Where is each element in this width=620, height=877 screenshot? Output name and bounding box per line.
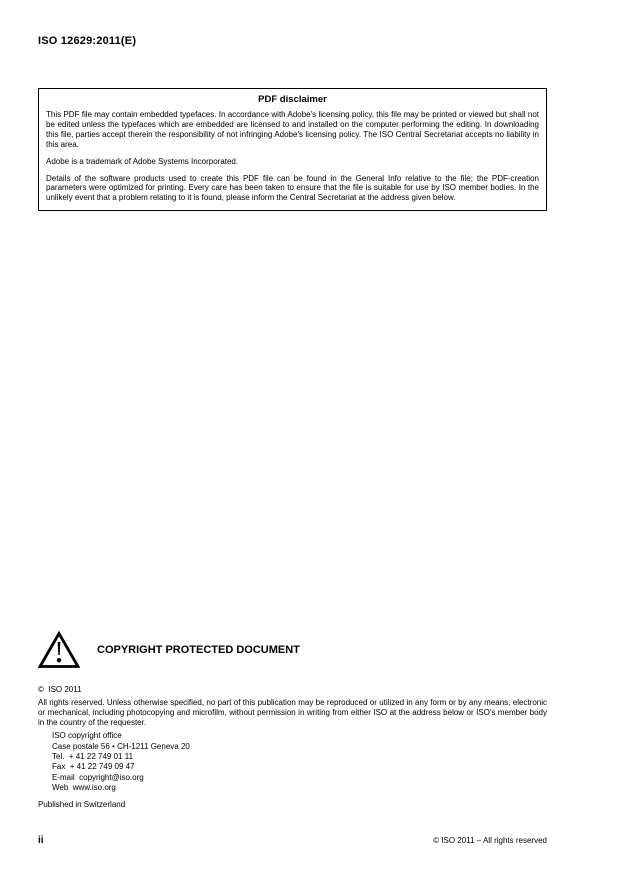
rights-reserved-text: All rights reserved. Unless otherwise specified, no part of this publication may be reproduced or utilized in any form or by any means, electronic or mechanical, including photocopying and microfilm, without permission in writing from either ISO at the address below or ISO's member body in the country of the requester.	[38, 698, 547, 728]
iso-address-block	[52, 731, 547, 793]
page-footer	[38, 835, 547, 846]
address-line-tel: Tel. + 41 22 749 01 11	[52, 752, 134, 762]
pdf-disclaimer-box	[38, 88, 547, 211]
disclaimer-paragraph-1: This PDF file may contain embedded typefaces. In accordance with Adobe's licensing policy, this file may be printed or viewed but shall not be edited unless the typefaces which are embedded are licensed to and installed on the computer performing the editing. In downloading this file, parties accept therein the responsibility of not infringing Adobe's licensing policy. The ISO Central Secretariat accepts no liability in this area.	[46, 110, 539, 149]
address-line-postal: Case postale 56 • CH-1211 Geneva 20	[52, 741, 190, 751]
disclaimer-paragraph-3: Details of the software products used to create this PDF file can be found in the General Info relative to the file; the PDF-creation parameters were optimized for printing. Every care has been taken to ensure that the file is suitable for use by ISO member bodies. In the unlikely event that a problem relating to it is found, please inform the Central Secretariat at the address given below.	[46, 173, 539, 203]
address-line-email: E-mail copyright@iso.org	[52, 772, 144, 782]
published-in-line: Published in Switzerland	[38, 799, 126, 809]
disclaimer-paragraph-2: Adobe is a trademark of Adobe Systems Incorporated.	[46, 156, 239, 166]
address-line-fax: Fax + 41 22 749 09 47	[52, 762, 135, 772]
disclaimer-title: PDF disclaimer	[258, 94, 327, 105]
copyright-protected-heading: COPYRIGHT PROTECTED DOCUMENT	[97, 644, 300, 656]
copyright-section	[38, 630, 547, 809]
address-line-office: ISO copyright office	[52, 731, 122, 741]
footer-copyright-notice: © ISO 2011 – All rights reserved	[433, 836, 547, 845]
document-reference-header: ISO 12629:2011(E)	[38, 35, 137, 47]
address-line-web: Web www.iso.org	[52, 783, 116, 793]
page-number: ii	[38, 835, 44, 846]
warning-triangle-icon	[38, 631, 80, 669]
copyright-heading-row	[38, 630, 547, 670]
copyright-year-line: © ISO 2011	[38, 685, 82, 694]
